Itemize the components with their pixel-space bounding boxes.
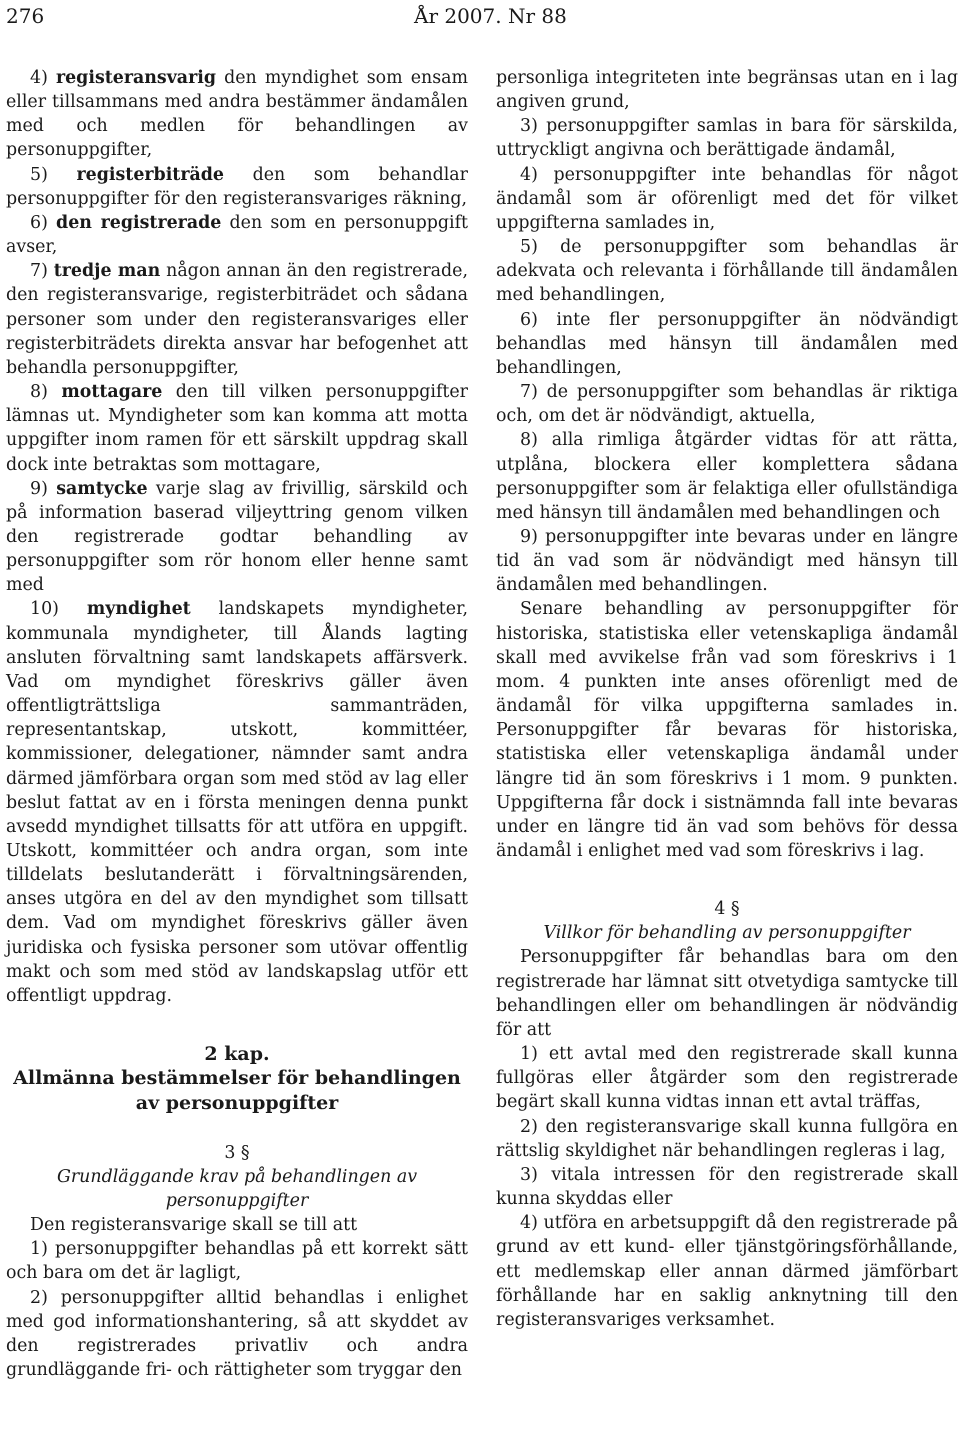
defined-term: myndighet bbox=[86, 599, 191, 620]
running-head: År 2007. Nr 88 bbox=[414, 4, 567, 28]
definition-registeransvarig: 4) registeransvarig den myndighet som ensam eller tillsammans med andra bestämmer ändamålen med och medlen för behandlingen av personuppgifter, bbox=[6, 68, 468, 161]
defined-term: mottagare bbox=[61, 382, 163, 403]
list-item: 5) de personuppgifter som behandlas är adekvata och relevanta i förhållande till ändamålen med behandlingen, bbox=[496, 237, 958, 306]
defined-term: den registrerade bbox=[56, 212, 222, 233]
section-number: 3 § bbox=[224, 1142, 250, 1163]
section-title: Villkor för behandling av personuppgifter bbox=[543, 923, 911, 944]
list-item: 3) personuppgifter samlas in bara för särskilda, uttryckligt angivna och berättigade ändamål, bbox=[496, 116, 958, 161]
list-item: 1) ett avtal med den registrerade skall kunna fullgöras eller åtgärder som den registrerade begärt skall kunna vidtas innan ett avtal träffas, bbox=[496, 1044, 958, 1113]
list-item: 3) vitala intressen för den registrerade skall kunna skyddas eller bbox=[496, 1164, 958, 1210]
definition-tredje-man: 7) tredje man någon annan än den registrerade, den registeransvarige, registerbiträdet och sådana personer som under den registeransvariges eller registerbiträdets direkta ansvar har befogenhet att behandla personuppgifter, bbox=[6, 261, 468, 378]
left-column bbox=[6, 66, 468, 1382]
chapter-title: Allmänna bestämmelser för behandlingen av personuppgifter bbox=[13, 1067, 461, 1114]
list-item: 8) alla rimliga åtgärder vidtas för att rätta, utplåna, blockera eller komplettera sådana personuppgifter som är felaktiga eller ofullständiga med hänsyn till ändamålen med behandlingen och bbox=[496, 430, 958, 523]
section-number: 4 § bbox=[714, 899, 740, 920]
defined-term: registeransvarig bbox=[55, 68, 217, 88]
section-spacer bbox=[496, 863, 958, 891]
list-item: 1) personuppgifter behandlas på ett korrekt sätt och bara om det är lagligt, bbox=[6, 1239, 468, 1284]
page-number: 276 bbox=[6, 4, 45, 28]
paragraph: Personuppgifter får behandlas bara om den registrerade har lämnat sitt otvetydiga samtycke till behandlingen eller om behandlingen är nödvändig för att bbox=[496, 947, 958, 1040]
right-column bbox=[496, 66, 958, 1332]
section-title: Grundläggande krav på behandlingen av personuppgifter bbox=[56, 1166, 418, 1212]
page-header bbox=[6, 2, 950, 32]
chapter-number: 2 kap. bbox=[204, 1043, 270, 1066]
definition-mottagare: 8) mottagare den till vilken personuppgifter lämnas ut. Myndigheter som kan komma att motta uppgifter inom ramen för ett särskilt uppdrag skall dock inte betraktas som mottagare, bbox=[6, 382, 468, 475]
definition-myndighet: 10) myndighet landskapets myndigheter, kommunala myndigheter, till Ålands lagting ansluten förvaltning samt landskapets affärsverk. Vad om myndighet föreskrivs gäller även offentligträttsliga sammanträden, representantskap, utskott, kommittéer, kommissioner, delegationer, nämnder samt andra därmed jämförbara organ som med stöd av lag eller beslut fattat av en i första meningen denna punkt avsedd myndighet tillsatts för att utföra en uppgift. Utskott, kommittéer och andra organ, som inte tilldelats beslutanderätt i förvaltningsärenden, anses utgöra en del av den myndighet som tillsatt dem. Vad om myndighet föreskrivs gäller även juridiska och fysiska personer som utövar offentlig makt och som med stöd av landskapslag utför ett offentligt uppdrag. bbox=[6, 599, 468, 1006]
list-item: 6) inte fler personuppgifter än nödvändigt behandlas med hänsyn till ändamålen med behandlingen, bbox=[496, 309, 958, 378]
definition-den-registrerade: 6) den registrerade den som en personuppgift avser, bbox=[6, 212, 468, 258]
definition-registerbitrade: 5) registerbiträde den som behandlar personuppgifter för den registeransvariges räkning, bbox=[6, 164, 468, 209]
list-item: 9) personuppgifter inte bevaras under en längre tid än vad som är nödvändigt med hänsyn till ändamålen med behandlingen. bbox=[496, 526, 958, 596]
list-item: 2) personuppgifter alltid behandlas i enlighet med god informationshantering, så att skyddet av den registrerades privatliv och andra grundläggande fri- och rättigheter som tryggar den bbox=[6, 1287, 468, 1381]
list-item: 2) den registeransvarige skall kunna fullgöra en rättslig skyldighet när behandlingen regleras i lag, bbox=[496, 1116, 958, 1161]
paragraph: Den registeransvarige skall se till att bbox=[30, 1215, 358, 1236]
defined-term: tredje man bbox=[53, 261, 161, 282]
defined-term: samtycke bbox=[56, 478, 148, 499]
paragraph-continued: personliga integriteten inte begränsas utan en i lag angiven grund, bbox=[496, 68, 958, 113]
defined-term: registerbiträde bbox=[76, 164, 224, 185]
definition-samtycke: 9) samtycke varje slag av frivillig, särskild och på information baserad viljeyttring genom vilken den registrerade godtar behandling av personuppgifter som rör honom eller henne samt med bbox=[6, 478, 468, 596]
list-item: 4) personuppgifter inte behandlas för något ändamål som är oförenligt med det för vilket uppgifterna samlades in, bbox=[496, 164, 958, 233]
paragraph: Senare behandling av personuppgifter för historiska, statistiska eller vetenskapliga ändamål skall med avvikelse från vad som föreskrivs i 1 mom. 4 punkten inte anses oförenligt med de ändamål för vilka uppgifterna samlades in. Personuppgifter får bevaras för historiska, statistiska eller vetenskapliga ändamål under längre tid än som föreskrivs i 1 mom. 9 punkten. Uppgifterna får dock i sistnämnda fall inte bevaras under en längre tid än vad som behövs för dessa ändamål i enlighet med vad som föreskrivs i lag. bbox=[496, 599, 958, 861]
list-item: 4) utföra en arbetsuppgift då den registrerade på grund av ett kund- eller tjänstgöringsförhållande, ett medlemskap eller annan därmed jämförbart förhållande har en saklig anknytning till den registeransvariges verksamhet. bbox=[496, 1213, 958, 1330]
list-item: 7) de personuppgifter som behandlas är riktiga och, om det är nödvändigt, aktuella, bbox=[496, 382, 958, 427]
